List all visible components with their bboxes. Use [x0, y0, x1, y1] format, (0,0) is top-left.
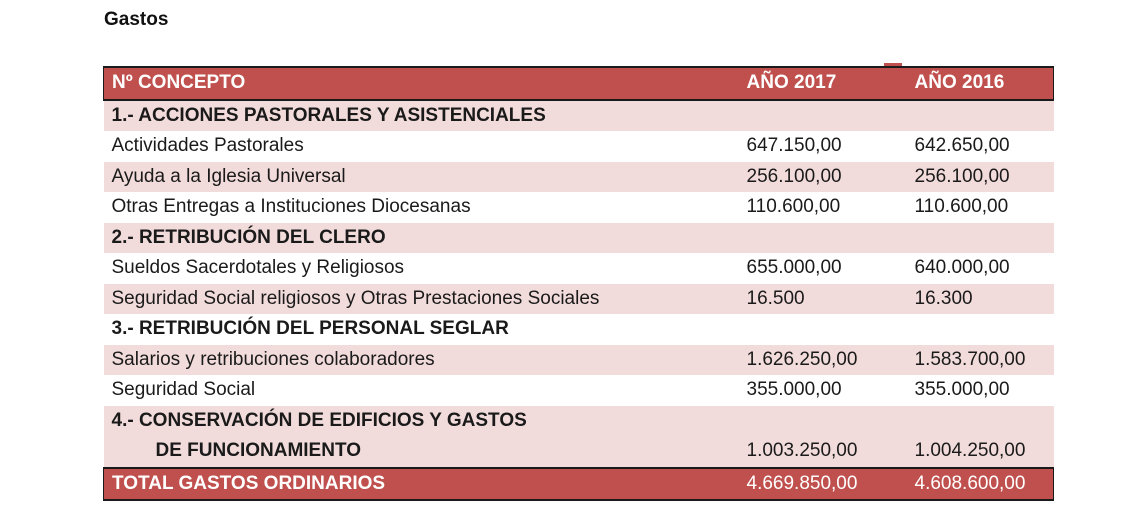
row-value-2017	[739, 100, 907, 132]
row-value-2016: 642.650,00	[914, 135, 1010, 157]
row-label: Actividades Pastorales	[111, 135, 304, 157]
row-label: Seguridad Social	[111, 379, 256, 401]
row-value-2017: 655.000,00	[746, 257, 842, 279]
row-value-2016: 110.600,00	[914, 196, 1009, 218]
row-label: Salarios y retribuciones colaboradores	[111, 348, 435, 370]
row-label: DE FUNCIONAMIENTO	[155, 440, 361, 462]
row-value-2017: 110.600,00	[746, 196, 841, 218]
row-value-2017	[739, 223, 907, 254]
total-row	[104, 468, 1054, 501]
row-value-2016: 256.100,00	[914, 165, 1010, 187]
row-value-2017: 256.100,00	[746, 165, 842, 187]
row-value-2017: 1.003.250,00	[746, 440, 858, 462]
section-row	[104, 406, 1054, 437]
row-value-2016	[907, 314, 1054, 345]
table-row	[104, 375, 1054, 406]
row-label: Seguridad Social religiosos y Otras Prestaciones Sociales	[111, 287, 600, 309]
total-label: TOTAL GASTOS ORDINARIOS	[104, 468, 739, 501]
row-label: Sueldos Sacerdotales y Religiosos	[111, 257, 405, 279]
row-value-2017: 1.626.250,00	[746, 348, 858, 370]
row-value-2016: 1.004.250,00	[914, 440, 1026, 462]
row-value-2017	[739, 406, 907, 437]
row-label: Ayuda a la Iglesia Universal	[111, 165, 346, 187]
row-value-2016: 355.000,00	[914, 379, 1010, 401]
row-label: Otras Entregas a Instituciones Diocesanas	[111, 196, 471, 218]
row-value-2017	[739, 314, 907, 345]
table-header-row	[104, 67, 1054, 100]
row-value-2016: 16.300	[914, 287, 973, 309]
row-value-2016	[907, 223, 1054, 254]
row-value-2016: 1.583.700,00	[914, 348, 1026, 370]
header-year-2017: AÑO 2017	[739, 67, 907, 100]
header-year-2016: AÑO 2016	[907, 67, 1054, 100]
expenses-table	[103, 66, 1054, 501]
table-row	[104, 253, 1054, 284]
section-row	[104, 100, 1054, 132]
row-label: 2.- RETRIBUCIÓN DEL CLERO	[111, 226, 386, 248]
section-row	[104, 314, 1054, 345]
row-value-2017: 647.150,00	[746, 135, 842, 157]
total-value-2017: 4.669.850,00	[739, 468, 907, 501]
row-value-2017: 355.000,00	[746, 379, 842, 401]
row-value-2017: 16.500	[746, 287, 805, 309]
row-value-2016	[907, 100, 1054, 132]
row-label: 1.- ACCIONES PASTORALES Y ASISTENCIALES	[111, 104, 546, 126]
row-label: 3.- RETRIBUCIÓN DEL PERSONAL SEGLAR	[111, 318, 509, 340]
row-value-2016: 640.000,00	[914, 257, 1010, 279]
table-row	[104, 345, 1054, 376]
total-value-2016: 4.608.600,00	[907, 468, 1054, 501]
row-label: 4.- CONSERVACIÓN DE EDIFICIOS Y GASTOS	[111, 409, 527, 431]
table-row	[104, 162, 1054, 193]
section-row	[104, 223, 1054, 254]
table-row	[104, 131, 1054, 162]
page-heading: Gastos	[104, 9, 169, 30]
header-concepto: Nº CONCEPTO	[104, 67, 739, 100]
table-row	[104, 192, 1054, 223]
section-continuation-row	[104, 436, 1054, 468]
row-value-2016	[907, 406, 1054, 437]
table-row	[104, 284, 1054, 315]
